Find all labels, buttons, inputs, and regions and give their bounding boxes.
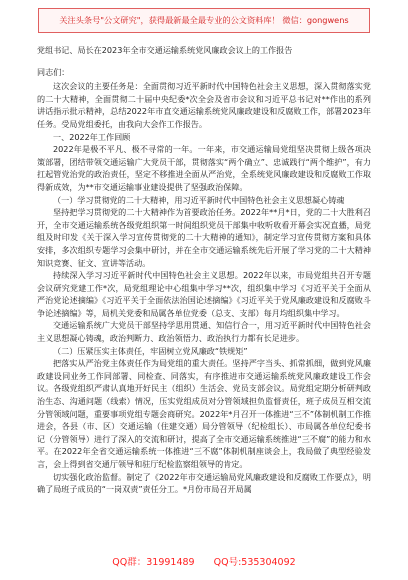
body-paragraph: 这次会议的主要任务是：全面贯彻习近平新时代中国特色社会主义思想，深入贯彻落实党的二十大精神，全面贯彻二十届中央纪委*次全会及省市会议和习近平总书记对**作出的系列讲话指示批示精神，总结2022年市直交通运输系统党风廉政建设和反腐败工作，部署2023年任务。受局党组委托，由我向大会作工作报告。 — [37, 81, 371, 129]
promo-banner — [38, 8, 370, 33]
document-body — [37, 44, 371, 496]
body-paragraph: 坚持把学习贯彻党的二十大精神作为首要政治任务。2022年**月*日，党的二十大胜利召开，全市交通运输系统各级党组织第一时间组织党员干部集中收听收看开幕会实况直播，局党组及时印发《关于深入学习宣传贯彻党的二十大精神的通知》，制定学习宣传贯彻方案和具体安排，多次组织专题学习会集中研讨，并在全市交通运输系统先后开展了学习党的二十大精神知识竞赛、征文、宣讲等活动。 — [37, 207, 371, 268]
section-heading: （二）压紧压实主体责任，牢固树立党风廉政“铁规矩” — [53, 345, 248, 356]
document-title: 党组书记、局长在2023年全市交通运输系统党风廉政会议上的工作报告 — [37, 45, 293, 55]
body-paragraph: 把落实从严治党主体责任作为局党组的重大责任。坚持严字当头、抓常抓细，做到党风廉政建设同业务工作同部署、同检查、同落实，有序推进市交通运输系统党风廉政建设工作会议。各级党组织严肃认真地开好民主（组织）生活会、党员支部会议。局党组定期分析研判政治生态、沟通问题（线索）情况，压实党组成员对分管领域担负监督责任，班子成员互相交流分管领域问题，重要事项党组专题会商研究。2022年*月召开一体推进“三不”体制机制工作推进会，各县（市、区）交通运输（住建交通）局分管领导（纪检组长）、市局属各单位纪委书记（分管领导）进行了深入的交流和研讨，提高了全市交通运输系统推进“三不腐”的能力和水平。在2022年全省交通运输系统一体推进“三不腐”体制机制座谈会上，我局做了典型经验发言，会上得到省交通厅领导和驻厅纪检监察组领导的肯定。 — [37, 358, 371, 469]
qq-number-text: QQ号:535304092 — [213, 557, 296, 568]
promo-banner-text: 关注头条号"公文研究"，获得最新最全最专业的公文资料库！ 微信：gongwens — [59, 15, 349, 25]
qq-group-text: QQ群：31991489 — [112, 557, 195, 568]
contact-footer — [0, 554, 408, 568]
body-paragraph: 切实强化政治监督。制定了《2022年市交通运输局党风廉政建设和反腐败工作要点》，明确了局班子成员的“一岗双责”责任分工。*月份市局召开局属 — [37, 471, 371, 495]
body-paragraph: 持续深入学习习近平新时代中国特色社会主义思想。2022年以来，市局党组共召开专题会议研究党建工作*次，局党组理论中心组集中学习**次，组织集中学习《习近平关于全面从严治党论述摘编》《习近平关于全面依法治国论述摘编》《习近平关于党风廉政建设和反腐败斗争论述摘编》等，局机关党委和局属各单位党委（总支、支部）每月均组织集中学习。 — [37, 270, 371, 318]
body-paragraph: 2022年是极不平凡、极不寻常的一年。一年来，市交通运输局党组坚决贯彻上级各项决策部署，团结带领交通运输广大党员干部，贯彻落实“两个确立”、忠诚践行“两个维护”，有力扛起管党治党的政治责任，坚定不移推进全面从严治党，全系统党风廉政建设和反腐败工作取得新成效，为**市交通运输事业建设提供了坚强政治保障。 — [37, 144, 371, 192]
paragraph-list — [37, 80, 371, 496]
body-paragraph: 交通运输系统广大党员干部坚持学思用贯通、知信行合一，用习近平新时代中国特色社会主义思想凝心铸魂，政治判断力、政治领悟力、政治执行力都有长足进步。 — [37, 320, 371, 344]
section-heading: 一、2022年工作回顾 — [53, 131, 131, 142]
salutation: 同志们： — [37, 66, 70, 77]
section-heading: （一）学习贯彻党的二十大精神，用习近平新时代中国特色社会主义思想凝心铸魂 — [53, 194, 345, 205]
